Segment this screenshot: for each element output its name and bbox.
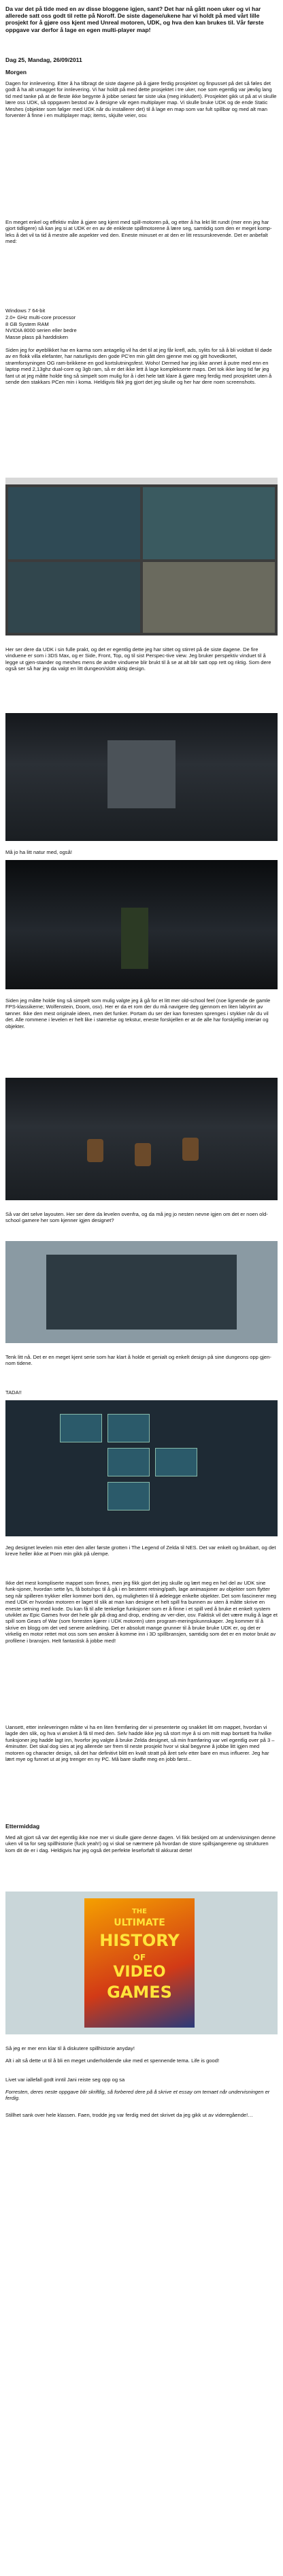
map-room xyxy=(107,1414,150,1442)
paragraph-3: Siden jeg for øyeblikket har en karma som antagelig vil ha det til at jeg får krefl, ads, sylits for så å bli voldtatt til døde av en flokk villa elefanter, har naturligvis den gode PC'en min gått den gjenne mei og gitt hovedkortet, strømforsyningen OG ram-brikkene en god kortslutningsfest. Woho! Dermed har jeg ikke annet å putre med enn en laptop med 2,13ghz dual-core og 3gb ram, så er det ikke lett å lage komplekserte maps. Det tok ikke lang tid før jeg fant ut at jeg måtte holde ting så simpelt som mulig for å i det hele tatt klare å gjøre meg ferdig med prosjektet uten å sende den stakkars PCen min i koma. Heldigvis fikk jeg gjort det jeg skulle og her har dere noen screenshots. xyxy=(5,347,272,386)
spec-item: 8 GB System RAM xyxy=(5,320,49,327)
blog-intro: Da var det på tide med en av disse bloggene igjen, sant? Det har nå gått noen uker og vi har allerede satt oss godt til rette på Noroff. De siste dagene/ukene har vi holdt på med vårt lille prosjekt for å gjøre oss kjent med Unreal motoren, UDK, og hva den kan brukes til. Vår første oppgave var derfor å lage en egen multi-player map! xyxy=(5,5,264,33)
paragraph-5: Må jo ha litt natur med, også! xyxy=(5,849,72,855)
layout-map xyxy=(46,1255,237,1330)
viewport-top xyxy=(8,487,140,559)
paragraph-12: Med alt gjort så var det egentlig ikke noe mer vi skulle gjøre denne dagen. Vi fikk beskjed om at undervisningen denne uken vil ta for seg spillhistorie (fuck yeah!) og vi skal se nærmere på hvordan de store spillsjangerene og strukturen kom dit de er i dag. Heldigvis har jeg også det perfekte leseforfaft til akkurat dette! xyxy=(5,1834,276,1853)
paragraph-11: Uansett, etter innleveringen måtte vi ha en liten fremføring der vi presenterte og snakket litt om mappet, hvordan vi lagde den slik, og hva vi ønsket å få til med den. Selv hadde ikke jeg så stort mye å si om mitt map bortsett fra hvilke funksjoner jeg hadde lagt inn, hvorfor jeg valgte å bruke Zelda designet, så min framføring var vel egentlig over på 3 – 4minutter. Det skal dog sies at jeg allerede ser frem til neste prosjekt hvor vi skal begynne å jobbe litt igjen med motoren og character design, så det har definitivt blitt en kvalt stratt på året selv etter bare en mus influerer. Jeg har lært mye og funnet ut at jeg trenger en ny PC. Må bare skaffe meg en jobb først... xyxy=(5,1724,275,1763)
map-room xyxy=(107,1482,150,1510)
book-photo xyxy=(5,1892,278,2034)
evening-heading: Ettermiddag xyxy=(5,1823,40,1830)
paragraph-15: Livet var iallefall godt inntil Jani reiste seg opp og sa xyxy=(5,2077,125,2083)
nature-screenshot xyxy=(5,860,278,989)
paragraph-13: Så jeg er mer enn klar til å diskutere spillhistorie anyday! xyxy=(5,2045,135,2051)
tree xyxy=(121,908,148,969)
paragraph-10: Ikke det mest kompliserte mappet som finnes, men jeg fikk gjort det jeg skulle og lært meg en hel del av UDK sine funk-sjoner, hvordan sette lys, få bots/npc til å gå i en bestemt retning/path, lage animasjoner av objekter som flytter seg når spilleren trykker eller kommer borti den, og muligheten til å ødelegge enkelte objekter. Det som fascinerer meg med UDK er hvordan motoren er laget til slik at man kan designe et helt spill fra bunnen av uten å måtte skrive en eneste setning med kode. Du kan få til alle tenkelige funksjoner som er å finne i et spill ved å bruke et enkelt system utviklet av Epic Games hvor det hele går på drag and drop, endring av ver-dier, osv. Faktisk vil det være mulig å lage et spill som Gears of War (som forresten kjører i UDK motoren) uten program-meringskunnskaper. Jeg kommer til å skrive en blogg om det ved senere anledning. Det er absolutt mange grunner til å bruke bruke UDK er, og det er virkelig en motor rettet mot oss som sen ønsker å komme inn i 3D spillbransjen, samtidig som det er en motor brukt av profilene i bransjen. Helt fantastisk å jobbe med! xyxy=(5,1580,278,1644)
book-title-line: HISTORY xyxy=(99,1931,180,1950)
corridor-door xyxy=(107,740,176,808)
morning-heading: Morgen xyxy=(5,69,27,76)
paragraph-17: Stillhet sank over hele klassen. Faen, trodde jeg var ferdig med det skrivet da jeg gikk ut av videregående!… xyxy=(5,2112,253,2118)
spec-item: NVIDIA 8000 serien eller bedre xyxy=(5,327,77,334)
post-date: Dag 25, Mandag, 26/09/2011 xyxy=(5,56,82,63)
paragraph-9: Jeg designet levelen min etter den aller første grotten i The Legend of Zelda til NES. Det var enkelt og brukbart, og det kreve heller ikke at Poen min gikk på ulempe. xyxy=(5,1545,276,1557)
paragraph-1: Dagen for innlevering. Etter å ha tilbragt de siste dagene på å gjøre ferdig prosjektet og finpusset på det så føles det godt å ha alt umagget for innlevering. Vi har holdt på med dette prosjektet i tre uker, noe som egentlig var jævlig lang tid med tanke på at de fleste ikke begynte å jobbe seriøst før siste uka (meg inkludert). Prosjektet gikk ut på at vi skulle lære oss UDK, så oppgaven bestod av å designe vår egen multiplayer map. Vi skulle bruke UDK og de ende Static Meshes (objekter som følger med UDK når du installerer det) til å lage en map som var fult spillbar og med alt man forventer å finne i en multiplayer map; items, skjulte veier, osv. xyxy=(5,80,277,119)
spec-item: Windows 7 64-bit xyxy=(5,308,46,314)
barrel xyxy=(182,1138,199,1161)
paragraph-14: Alt i alt så dette ut til å bli en meget underholdende uke med et spennende tema. Life is good! xyxy=(5,2058,220,2064)
spec-item: Masse plass på harddisken xyxy=(5,334,69,341)
book-title-line: VIDEO xyxy=(113,1964,166,1981)
tada-text: TADA!! xyxy=(5,1389,22,1396)
paragraph-2: En meget enkel og effektiv måte å gjøre seg kjent med spill-motoren på, og etter å ha lekt litt rundt (mer enn jeg har gjort tidligere) så kan jeg si at UDK er en av de enkleste spillmotorene å lære seg, samtidig som den er meget komp-leks å det vil ta tid å mestre alle aspekter ved den. Eneste minuset er at den er litt ressurskrevende. Det er anbefalt med: xyxy=(5,219,272,245)
spec-list xyxy=(5,308,278,341)
map-room xyxy=(60,1414,102,1442)
paragraph-7: Så var det selve layouten. Her ser dere da levelen ovenfra, og da må jeg jo nesten nevne igjen om det er noen old-school gamere her som kjenner igjen designet? xyxy=(5,1211,268,1224)
udk-editor-screenshot xyxy=(5,478,278,635)
dungeon-screenshot xyxy=(5,713,278,841)
book-title-line: ULTIMATE xyxy=(114,1917,165,1928)
barrel xyxy=(135,1143,151,1166)
book-cover xyxy=(84,1898,195,2028)
viewport-side xyxy=(8,562,140,633)
viewport-front xyxy=(143,487,275,559)
book-title-line: THE xyxy=(131,1908,148,1915)
barrel-room-screenshot xyxy=(5,1078,278,1200)
book-title-line: OF xyxy=(133,1953,146,1962)
spec-item: 2.0+ GHz multi-core processor xyxy=(5,314,76,320)
book-title-line: GAMES xyxy=(107,1983,172,2002)
map-room xyxy=(107,1448,150,1476)
paragraph-8: Tenk litt nå. Det er en meget kjent serie som har klart å holde et genialt og enkelt design på sine dungeons opp gjen-nom tidene. xyxy=(5,1354,271,1367)
level-layout-screenshot xyxy=(5,1241,278,1343)
paragraph-6: Siden jeg måtte holde ting så simpelt som mulig valgte jeg å gå for et litt mer old-school feel (noe lignende de gamle FPS-klassikerne; Wolfenstein, Doom, osv). Her er da et rom der du må navigere deg gjennom en liten labyrint av tønner. Ikke den mest originale ideen, men det funker. Portam du ser der kan forresten sprenges i stykker når du vil det. Alle rommene i levelen er helt like i størrelse og tekstur, eneste forskjellen er at de alle har forskjellig interiør og objekter. xyxy=(5,997,271,1029)
viewport-perspective xyxy=(143,562,275,633)
zelda-dungeon-map xyxy=(5,1400,278,1536)
paragraph-4: Her ser dere da UDK i sin fulle prakt, og det er egentlig dette jeg har sittet og stirret på de siste dagene. De fire vinduene er som i 3DS Max, og er Side, Front, Top, og til sist Perspec-tive view. Jeg bruker perspektiv vinduet til å legge ut gjen-stander og meshes mens de andre vinduene blir brukt til å se at alt blir satt opp rett og riktig. Som dere også ser så har jeg da valgt en litt dungeon/slott aktig design. xyxy=(5,646,271,672)
quote-text: Forresten, deres neste oppgave blir skriftlig, så forbered dere på å skrive et essay om temaet når undervisningen er ferdig. xyxy=(5,2089,270,2102)
map-room xyxy=(155,1448,197,1476)
barrel xyxy=(87,1139,103,1162)
editor-toolbar xyxy=(5,478,278,484)
paragraph-16 xyxy=(5,2089,278,2102)
